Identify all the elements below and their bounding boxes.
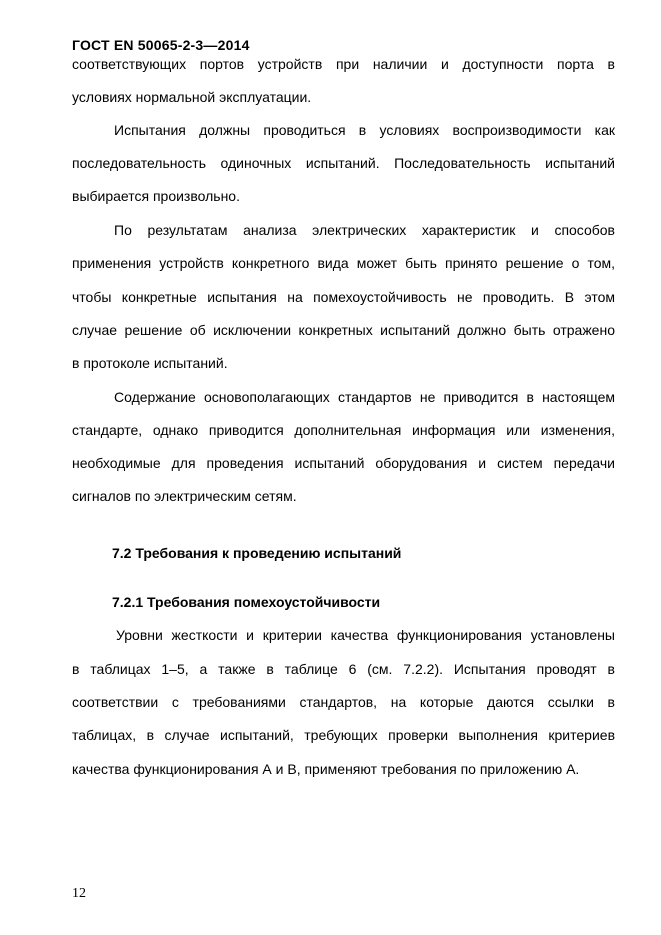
paragraph-line: Уровни жесткости и критерии качества функционирования установлены xyxy=(116,627,615,643)
paragraph-line: в протоколе испытаний. xyxy=(72,355,228,371)
paragraph-line: стандарте, однако приводится дополнительная информация или изменения, xyxy=(72,422,615,438)
subsection-heading: 7.2.1 Требования помехоустойчивости xyxy=(112,594,381,610)
paragraph-line: Пo результатам анализа электрических характеристик и способов xyxy=(114,222,615,238)
section-heading: 7.2 Требования к проведению испытаний xyxy=(112,545,402,561)
page-number: 12 xyxy=(72,886,86,901)
paragraph-line: последовательность одиночных испытаний. Последовательность испытаний xyxy=(72,155,615,171)
paragraph-line: чтобы конкретные испытания на помехоустойчивость не проводить. В этом xyxy=(72,289,615,305)
paragraph-line: качества функционирования А и В, применяют требования по приложению А. xyxy=(72,761,580,777)
paragraph-line: необходимые для проведения испытаний оборудования и систем передачи xyxy=(72,455,615,471)
paragraph-line: случае решение об исключении конкретных испытаний должно быть отражено xyxy=(72,322,615,338)
paragraph-line: условиях нормальной эксплуатации. xyxy=(72,89,312,105)
paragraph-line: в таблицах 1–5, а также в таблице 6 (см. 7.2.2). Испытания проводят в xyxy=(72,661,615,677)
paragraph-line: сигналов по электрическим сетям. xyxy=(72,488,297,504)
document-header: ГОСТ EN 50065-2-3—2014 xyxy=(72,37,250,53)
paragraph-line: применения устройств конкретного вида может быть принято решение о том, xyxy=(72,255,615,271)
paragraph-line: Испытания должны проводиться в условиях воспроизводимости как xyxy=(114,122,615,138)
paragraph-line: таблицах, в случае испытаний, требующих проверки выполнения критериев xyxy=(72,727,615,743)
paragraph-line: Содержание основополагающих стандартов не приводится в настоящем xyxy=(114,389,615,405)
paragraph-line: выбирается произвольно. xyxy=(72,188,240,204)
paragraph-line: соответствии с требованиями стандартов, на которые даются ссылки в xyxy=(72,694,615,710)
paragraph-line: соответствующих портов устройств при наличии и доступности порта в xyxy=(72,56,615,72)
